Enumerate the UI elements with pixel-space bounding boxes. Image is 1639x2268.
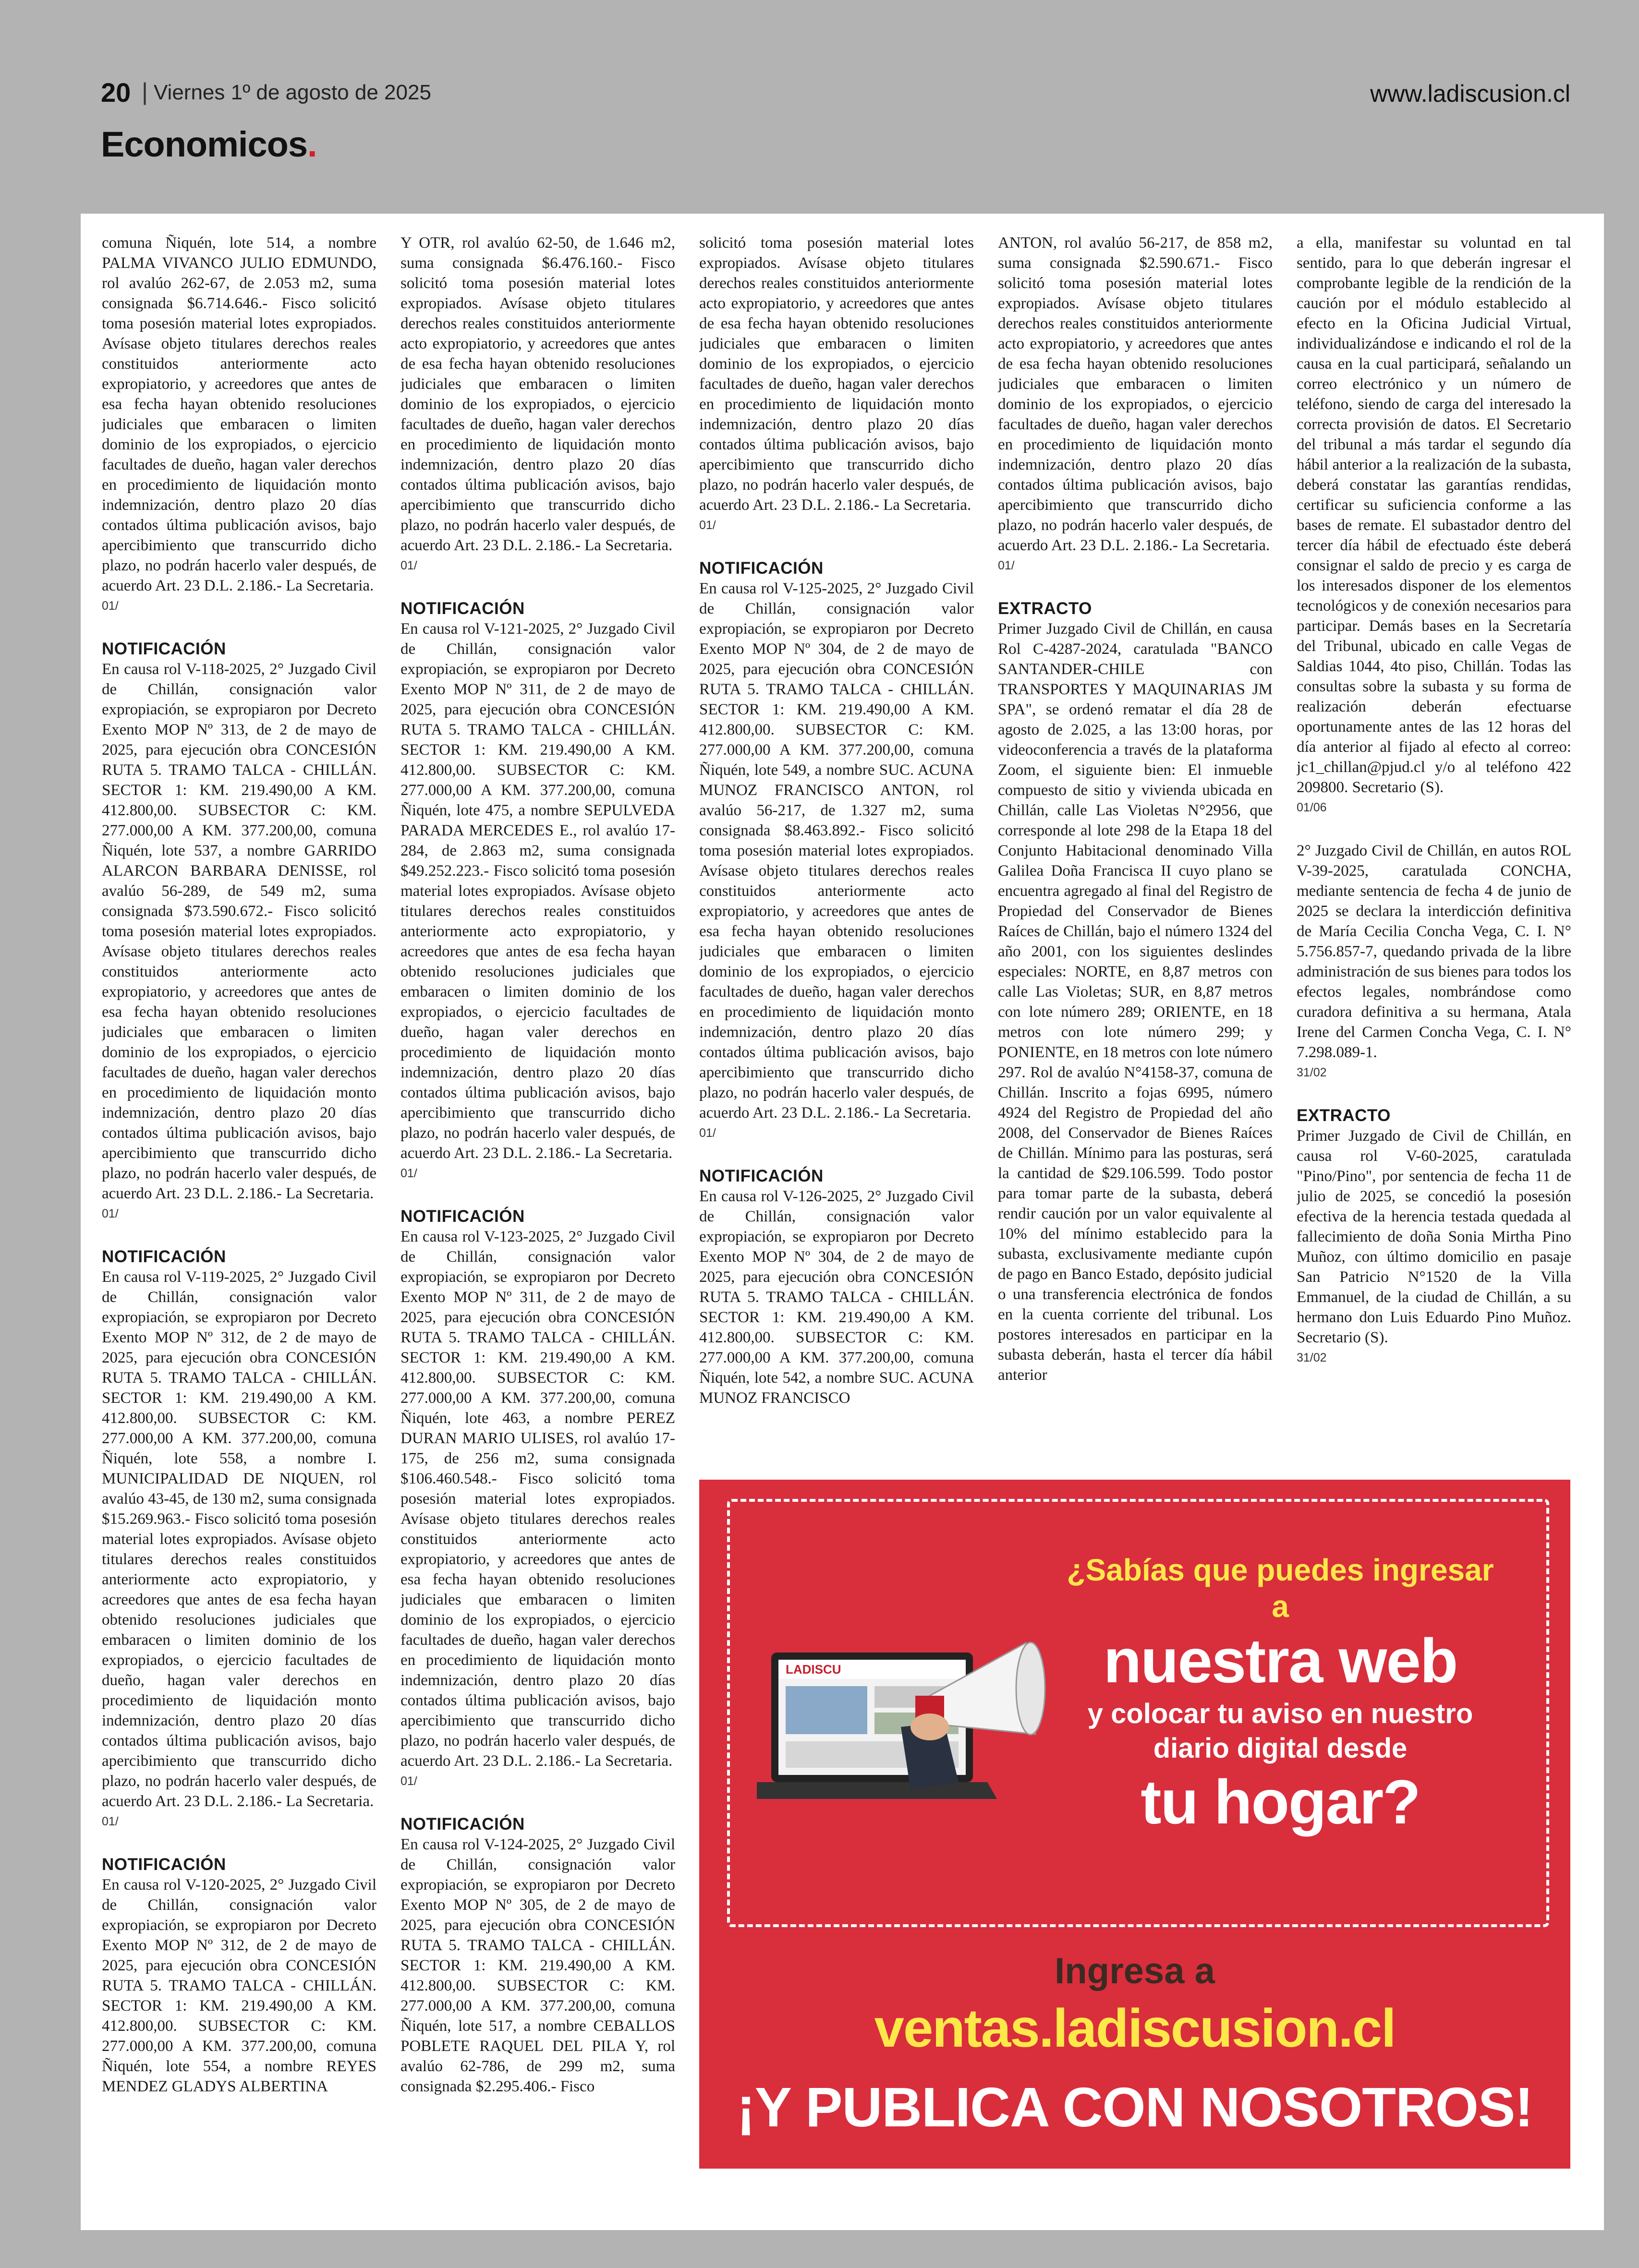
notice-body: En causa rol V-124-2025, 2° Juzgado Civil de Chillán, consignación valor expropiación, se expropiaron por Decreto Exento MOP Nº 305, de 2 de mayo de 2025, para ejecución obra CONCESIÓN RUTA 5. TRAMO TALCA - CHILLÁN. SECTOR 1: KM. 219.490,00 A KM. 412.800,00. SUBSECTOR C: KM. 277.000,00 A KM. 377.200,00, comuna Ñiquén, lote 517, a nombre CEBALLOS POBLETE RAQUEL DEL PILA Y, rol avalúo 62-786, de 299 m2, suma consignada $2.295.406.- Fisco <box>401 1836 675 2095</box>
notice-body: comuna Ñiquén, lote 514, a nombre PALMA VIVANCO JULIO EDMUNDO, rol avalúo 262-67, de 2.053 m2, suma consignada $6.714.646.- Fisco solicitó toma posesión material lotes expropiados. Avísase objeto titulares derechos reales constituidos anteriormente acto expropiatorio, y acreedores que antes de esa fecha hayan obtenido resoluciones judiciales que embaracen o limiten dominio de los expropiados, o ejercicio facultades de dueño, hagan valer derechos en procedimiento de liquidación monto indemnización, dentro plazo 20 días contados última publicación avisos, bajo apercibimiento que transcurrido dicho plazo, no podrán hacerlo valer después, de acuerdo Art. 23 D.L. 2.186.- La Secretaria. <box>102 234 376 594</box>
notice-title: NOTIFICACIÓN <box>699 1167 824 1185</box>
classified-notice <box>1297 1106 1571 1366</box>
notice-body: En causa rol V-123-2025, 2° Juzgado Civil de Chillán, consignación valor expropiación, se expropiaron por Decreto Exento MOP Nº 311, de 2 de mayo de 2025, para ejecución obra CONCESIÓN RUTA 5. TRAMO TALCA - CHILLÁN. SECTOR 1: KM. 219.490,00 A KM. 412.800,00. SUBSECTOR C: KM. 277.000,00 A KM. 377.200,00, comuna Ñiquén, lote 463, a nombre PEREZ DURAN MARIO ULISES, rol avalúo 17-175, de 256 m2, suma consignada $106.460.548.- Fisco solicitó toma posesión material lotes expropiados. Avísase objeto titulares derechos reales constituidos anteriormente acto expropiatorio, y acreedores que antes de esa fecha hayan obtenido resoluciones judiciales que embaracen o limiten dominio de los expropiados, o ejercicio facultades de dueño, hagan valer derechos en procedimiento de liquidación monto indemnización, dentro plazo 20 días contados última publicación avisos, bajo apercibimiento que transcurrido dicho plazo, no podrán hacerlo valer después, de acuerdo Art. 23 D.L. 2.186.- La Secretaria. <box>401 1228 675 1770</box>
notice-title: NOTIFICACIÓN <box>699 559 824 578</box>
ad-question-line-2: y colocar tu aviso en nuestro <box>1087 1698 1473 1729</box>
notice-body: En causa rol V-126-2025, 2° Juzgado Civil de Chillán, consignación valor expropiación, se expropiaron por Decreto Exento MOP Nº 304, de 2 de mayo de 2025, para ejecución obra CONCESIÓN RUTA 5. TRAMO TALCA - CHILLÁN. SECTOR 1: KM. 219.490,00 A KM. 412.800,00. SUBSECTOR C: KM. 277.000,00 A KM. 377.200,00, comuna Ñiquén, lote 542, a nombre SUC. ACUNA MUNOZ FRANCISCO <box>699 1188 974 1407</box>
notice-title: NOTIFICACIÓN <box>102 1247 226 1266</box>
notice-ref-code: 01/06 <box>1297 801 1327 814</box>
web-ad-banner[interactable] <box>699 1480 1570 2169</box>
notice-continuation <box>102 233 376 614</box>
ad-url-link[interactable]: ventas.ladiscusion.cl <box>874 1998 1396 2058</box>
notice-body: En causa rol V-119-2025, 2° Juzgado Civil de Chillán, consignación valor expropiación, se expropiaron por Decreto Exento MOP Nº 312, de 2 de mayo de 2025, para ejecución obra CONCESIÓN RUTA 5. TRAMO TALCA - CHILLÁN. SECTOR 1: KM. 219.490,00 A KM. 412.800,00. SUBSECTOR C: KM. 277.000,00 A KM. 377.200,00, comuna Ñiquén, lote 558, a nombre I. MUNICIPALIDAD DE NIQUEN, rol avalúo 43-45, de 130 m2, suma consignada $15.269.963.- Fisco solicitó toma posesión material lotes expropiados. Avísase objeto titulares derechos reales constituidos anteriormente acto expropiatorio, y acreedores que antes de esa fecha hayan obtenido resoluciones judiciales que embaracen o limiten dominio de los expropiados, o ejercicio facultades de dueño, hagan valer derechos en procedimiento de liquidación monto indemnización, dentro plazo 20 días contados última publicación avisos, bajo apercibimiento que transcurrido dicho plazo, no podrán hacerlo valer después, de acuerdo Art. 23 D.L. 2.186.- La Secretaria. <box>102 1268 376 1810</box>
notice-body: En causa rol V-125-2025, 2° Juzgado Civil de Chillán, consignación valor expropiación, se expropiaron por Decreto Exento MOP Nº 304, de 2 de mayo de 2025, para ejecución obra CONCESIÓN RUTA 5. TRAMO TALCA - CHILLÁN. SECTOR 1: KM. 219.490,00 A KM. 412.800,00. SUBSECTOR C: KM. 277.000,00 A KM. 377.200,00, comuna Ñiquén, lote 549, a nombre SUC. ACUNA MUNOZ FRANCISCO ANTON, rol avalúo 56-217, de 1.327 m2, suma consignada $8.463.892.- Fisco solicitó toma posesión material lotes expropiados. Avísase objeto titulares derechos reales constituidos anteriormente acto expropiatorio, y acreedores que antes de esa fecha hayan obtenido resoluciones judiciales que embaracen o limiten dominio de los expropiados, o ejercicio facultades de dueño, hagan valer derechos en procedimiento de liquidación monto indemnización, dentro plazo 20 días contados última publicación avisos, bajo apercibimiento que transcurrido dicho plazo, no podrán hacerlo valer después, de acuerdo Art. 23 D.L. 2.186.- La Secretaria. <box>699 580 974 1122</box>
laptop-megaphone-illustration <box>757 1624 1064 1816</box>
notice-title: NOTIFICACIÓN <box>401 1207 525 1226</box>
notice-continuation <box>401 233 675 574</box>
notice-title: EXTRACTO <box>998 599 1092 618</box>
notice-ref-code: 01/ <box>699 519 716 532</box>
section-title <box>101 124 317 165</box>
classified-notice <box>401 1206 675 1789</box>
classified-notice <box>102 1247 376 1830</box>
classifieds-page <box>81 214 1604 2230</box>
classified-notice <box>699 558 974 1141</box>
page-header <box>101 77 1570 115</box>
notice-ref-code: 01/ <box>998 559 1015 572</box>
notice-ref-code: 01/ <box>401 559 417 572</box>
ad-question-line-1: ¿Sabías que puedes ingresar a <box>1067 1553 1494 1624</box>
column-3 <box>699 233 974 1467</box>
notice-ref-code: 01/ <box>102 1207 119 1220</box>
site-url[interactable]: www.ladiscusion.cl <box>1370 80 1570 107</box>
section-title-dot: . <box>307 124 317 164</box>
ad-headline <box>1064 1552 1496 1838</box>
notice-continuation <box>699 233 974 533</box>
classified-notice <box>401 1814 675 2097</box>
notice-body: solicitó toma posesión material lotes expropiados. Avísase objeto titulares derechos reales constituidos anteriormente acto expropiatorio, y acreedores que antes de esa fecha hayan obtenido resoluciones judiciales que embaracen o limiten dominio de los expropiados, o ejercicio facultades de dueño, hagan valer derechos en procedimiento de liquidación monto indemnización, dentro plazo 20 días contados última publicación avisos, bajo apercibimiento que transcurrido dicho plazo, no podrán hacerlo valer después, de acuerdo Art. 23 D.L. 2.186.- La Secretaria. <box>699 234 974 514</box>
column-1 <box>102 233 376 2211</box>
ad-call-to-action: ¡Y PUBLICA CON NOSOTROS! <box>736 2076 1533 2138</box>
notice-ref-code: 31/02 <box>1297 1066 1327 1079</box>
notice-ref-code: 01/ <box>102 1815 119 1828</box>
column-2 <box>401 233 675 2211</box>
notice-title: NOTIFICACIÓN <box>401 599 525 618</box>
ad-big-line-2: tu hogar? <box>1141 1767 1420 1837</box>
classified-notice <box>1297 841 1571 1081</box>
notice-ref-code: 31/02 <box>1297 1351 1327 1364</box>
notice-title: EXTRACTO <box>1297 1106 1391 1125</box>
column-5 <box>1297 233 1571 1467</box>
notice-ref-code: 01/ <box>401 1167 417 1180</box>
column-4 <box>998 233 1273 1467</box>
notice-title: NOTIFICACIÓN <box>102 639 226 658</box>
notice-ref-code: 01/ <box>699 1126 716 1140</box>
issue-date: Viernes 1º de agosto de 2025 <box>154 81 431 104</box>
notice-body: Primer Juzgado de Civil de Chillán, en causa rol V-60-2025, caratulada "Pino/Pino", por sentencia de fecha 11 de julio de 2025, se concedió la posesión efectiva de la herencia testada quedada al fallecimiento de doña Sonia Mirtha Pino Muñoz, con último domicilio en pasaje San Patricio N°1520 de la Villa Emmanuel, de la ciudad de Chillán, a su hermano don Luis Eduardo Pino Muñoz. Secretario (S). <box>1297 1127 1571 1346</box>
classified-notice <box>401 599 675 1182</box>
notice-continuation <box>998 233 1273 574</box>
notice-body: ANTON, rol avalúo 56-217, de 858 m2, suma consignada $2.590.671.- Fisco solicitó toma posesión material lotes expropiados. Avísase objeto titulares derechos reales constituidos anteriormente acto expropiatorio, y acreedores que antes de esa fecha hayan obtenido resoluciones judiciales que embaracen o limiten dominio de los expropiados, o ejercicio facultades de dueño, hagan valer derechos en procedimiento de liquidación monto indemnización, dentro plazo 20 días contados última publicación avisos, bajo apercibimiento que transcurrido dicho plazo, no podrán hacerlo valer después, de acuerdo Art. 23 D.L. 2.186.- La Secretaria. <box>998 234 1273 554</box>
notice-title: NOTIFICACIÓN <box>401 1815 525 1834</box>
classified-notice <box>699 1166 974 1408</box>
notice-ref-code: 01/ <box>401 1774 417 1788</box>
ad-question-line-3: diario digital desde <box>1153 1733 1408 1764</box>
notice-body: Primer Juzgado Civil de Chillán, en causa Rol C-4287-2024, caratulada "BANCO SANTANDER-CHILE con TRANSPORTES Y MAQUINARIAS JM SPA", se ordenó rematar el día 28 de agosto de 2.025, a las 13:00 horas, por videoconferencia a través de la plataforma Zoom, el siguiente bien: El inmueble compuesto de sitio y vivienda ubicada en Chillán, calle Las Violetas N°2956, que corresponde al lote 298 de la Etapa 18 del Conjunto Habitacional denominado Villa Galilea Doña Francisca II cuyo plano se encuentra agregado al final del Registro de Propiedad del Conservador de Bienes Raíces de Chillán, bajo el número 1324 del año 2001, con los siguientes deslindes especiales: NORTE, en 8,87 metros con calle Las Violetas; SUR, en 8,87 metros con lote número 289; ORIENTE, en 18 metros con lote número 299; y PONIENTE, en 18 metros con lote número 297. Rol de avalúo N°4158-37, comuna de Chillán. Inscrito a fojas 6995, número 4924 del Registro de Propiedad del año 2008, del Conservador de Bienes Raíces de Chillán. Mínimo para las posturas, será la cantidad de $29.106.599. Todo postor para tomar parte de la subasta, deberá rendir caución por un valor equivalente al 10% del mínimo establecido para la subasta, exclusivamente mediante cupón de pago en Banco Estado, depósito judicial o una transferencia electrónica de fondos en la cuenta corriente del tribunal. Los postores interesados en participar en la subasta deberán, hasta el tercer día hábil anterior <box>998 620 1273 1384</box>
ad-ingresa-label: Ingresa a <box>1055 1951 1215 1991</box>
laptop-screen-brand: LADISCU <box>786 1662 841 1677</box>
notice-body: 2° Juzgado Civil de Chillán, en autos ROL V-39-2025, caratulada CONCHA, mediante sentencia de fecha 4 de junio de 2025 se declara la interdicción definitiva de María Cecilia Concha Vega, C. I. N° 5.756.857-7, quedando privada de la libre administración de sus bienes para todos los efectos legales, nombrándose como curadora definitiva a su hermana, Atala Irene del Carmen Concha Vega, C. I. N° 7.298.089-1. <box>1297 842 1571 1061</box>
page-number: 20 <box>101 77 131 108</box>
classified-notice <box>102 1855 376 2097</box>
ad-big-line-1: nuestra web <box>1103 1626 1457 1696</box>
notice-continuation <box>1297 233 1571 816</box>
section-title-text: Economicos <box>101 124 307 164</box>
header-separator: | <box>142 78 148 105</box>
notice-title: NOTIFICACIÓN <box>102 1855 226 1874</box>
classified-notice <box>102 639 376 1222</box>
notice-ref-code: 01/ <box>102 599 119 613</box>
notice-body: En causa rol V-121-2025, 2° Juzgado Civil de Chillán, consignación valor expropiación, se expropiaron por Decreto Exento MOP Nº 311, de 2 de mayo de 2025, para ejecución obra CONCESIÓN RUTA 5. TRAMO TALCA - CHILLÁN. SECTOR 1: KM. 219.490,00 A KM. 412.800,00. SUBSECTOR C: KM. 277.000,00 A KM. 377.200,00, comuna Ñiquén, lote 475, a nombre SEPULVEDA PARADA MERCEDES E., rol avalúo 17-284, de 2.863 m2, suma consignada $49.252.223.- Fisco solicitó toma posesión material lotes expropiados. Avísase objeto titulares derechos reales constituidos anteriormente acto expropiatorio, y acreedores que antes de esa fecha hayan obtenido resoluciones judiciales que embaracen o limiten dominio de los expropiados, o ejercicio facultades de dueño, hagan valer derechos en procedimiento de liquidación monto indemnización, dentro plazo 20 días contados última publicación avisos, bajo apercibimiento que transcurrido dicho plazo, no podrán hacerlo valer después, de acuerdo Art. 23 D.L. 2.186.- La Secretaria. <box>401 620 675 1162</box>
classified-notice <box>998 599 1273 1385</box>
notice-body: En causa rol V-118-2025, 2° Juzgado Civil de Chillán, consignación valor expropiación, se expropiaron por Decreto Exento MOP Nº 313, de 2 de mayo de 2025, para ejecución obra CONCESIÓN RUTA 5. TRAMO TALCA - CHILLÁN. SECTOR 1: KM. 219.490,00 A KM. 412.800,00. SUBSECTOR C: KM. 277.000,00 A KM. 377.200,00, comuna Ñiquén, lote 537, a nombre GARRIDO ALARCON BARBARA DENISSE, rol avalúo 56-289, de 549 m2, suma consignada $73.590.672.- Fisco solicitó toma posesión material lotes expropiados. Avísase objeto titulares derechos reales constituidos anteriormente acto expropiatorio, y acreedores que antes de esa fecha hayan obtenido resoluciones judiciales que embaracen o limiten dominio de los expropiados, o ejercicio facultades de dueño, hagan valer derechos en procedimiento de liquidación monto indemnización, dentro plazo 20 días contados última publicación avisos, bajo apercibimiento que transcurrido dicho plazo, no podrán hacerlo valer después, de acuerdo Art. 23 D.L. 2.186.- La Secretaria. <box>102 661 376 1202</box>
notice-body: En causa rol V-120-2025, 2° Juzgado Civil de Chillán, consignación valor expropiación, se expropiaron por Decreto Exento MOP Nº 312, de 2 de mayo de 2025, para ejecución obra CONCESIÓN RUTA 5. TRAMO TALCA - CHILLÁN. SECTOR 1: KM. 219.490,00 A KM. 412.800,00. SUBSECTOR C: KM. 277.000,00 A KM. 377.200,00, comuna Ñiquén, lote 554, a nombre REYES MENDEZ GLADYS ALBERTINA <box>102 1876 376 2095</box>
notice-body: a ella, manifestar su voluntad en tal sentido, para lo que deberán ingresar el comprobante legible de la rendición de la caución por el módulo establecido al efecto en la Oficina Judicial Virtual, individualizándose e indicando el rol de la causa en la cual participará, señalando un correo electrónico y un número de teléfono, siendo de carga del interesado la correcta provisión de datos. El Secretario del tribunal a más tardar el segundo día hábil anterior a la realización de la subasta, deberá constatar las garantías rendidas, certificar su suficiencia conforme a las bases de remate. El subastador dentro del tercer día hábil de efectuado éste deberá consignar el saldo de precio y es carga de los interesados disponer de los elementos tecnológicos y de conexión necesarios para participar. Demás bases en la Secretaría del Tribunal, ubicado en calle Vegas de Saldias 1044, 4to piso, Chillán. Todas las consultas sobre la subasta y su forma de realización deberán efectuarse oportunamente antes de las 12 horas del día anterior al fijado al efecto al correo: jc1_chillan@pjud.cl y/o al teléfono 422 209800. Secretario (S). <box>1297 234 1571 796</box>
notice-body: Y OTR, rol avalúo 62-50, de 1.646 m2, suma consignada $6.476.160.- Fisco solicitó toma posesión material lotes expropiados. Avísase objeto titulares derechos reales constituidos anteriormente acto expropiatorio, y acreedores que antes de esa fecha hayan obtenido resoluciones judiciales que embaracen o limiten dominio de los expropiados, o ejercicio facultades de dueño, hagan valer derechos en procedimiento de liquidación monto indemnización, dentro plazo 20 días contados última publicación avisos, bajo apercibimiento que transcurrido dicho plazo, no podrán hacerlo valer después, de acuerdo Art. 23 D.L. 2.186.- La Secretaria. <box>401 234 675 554</box>
